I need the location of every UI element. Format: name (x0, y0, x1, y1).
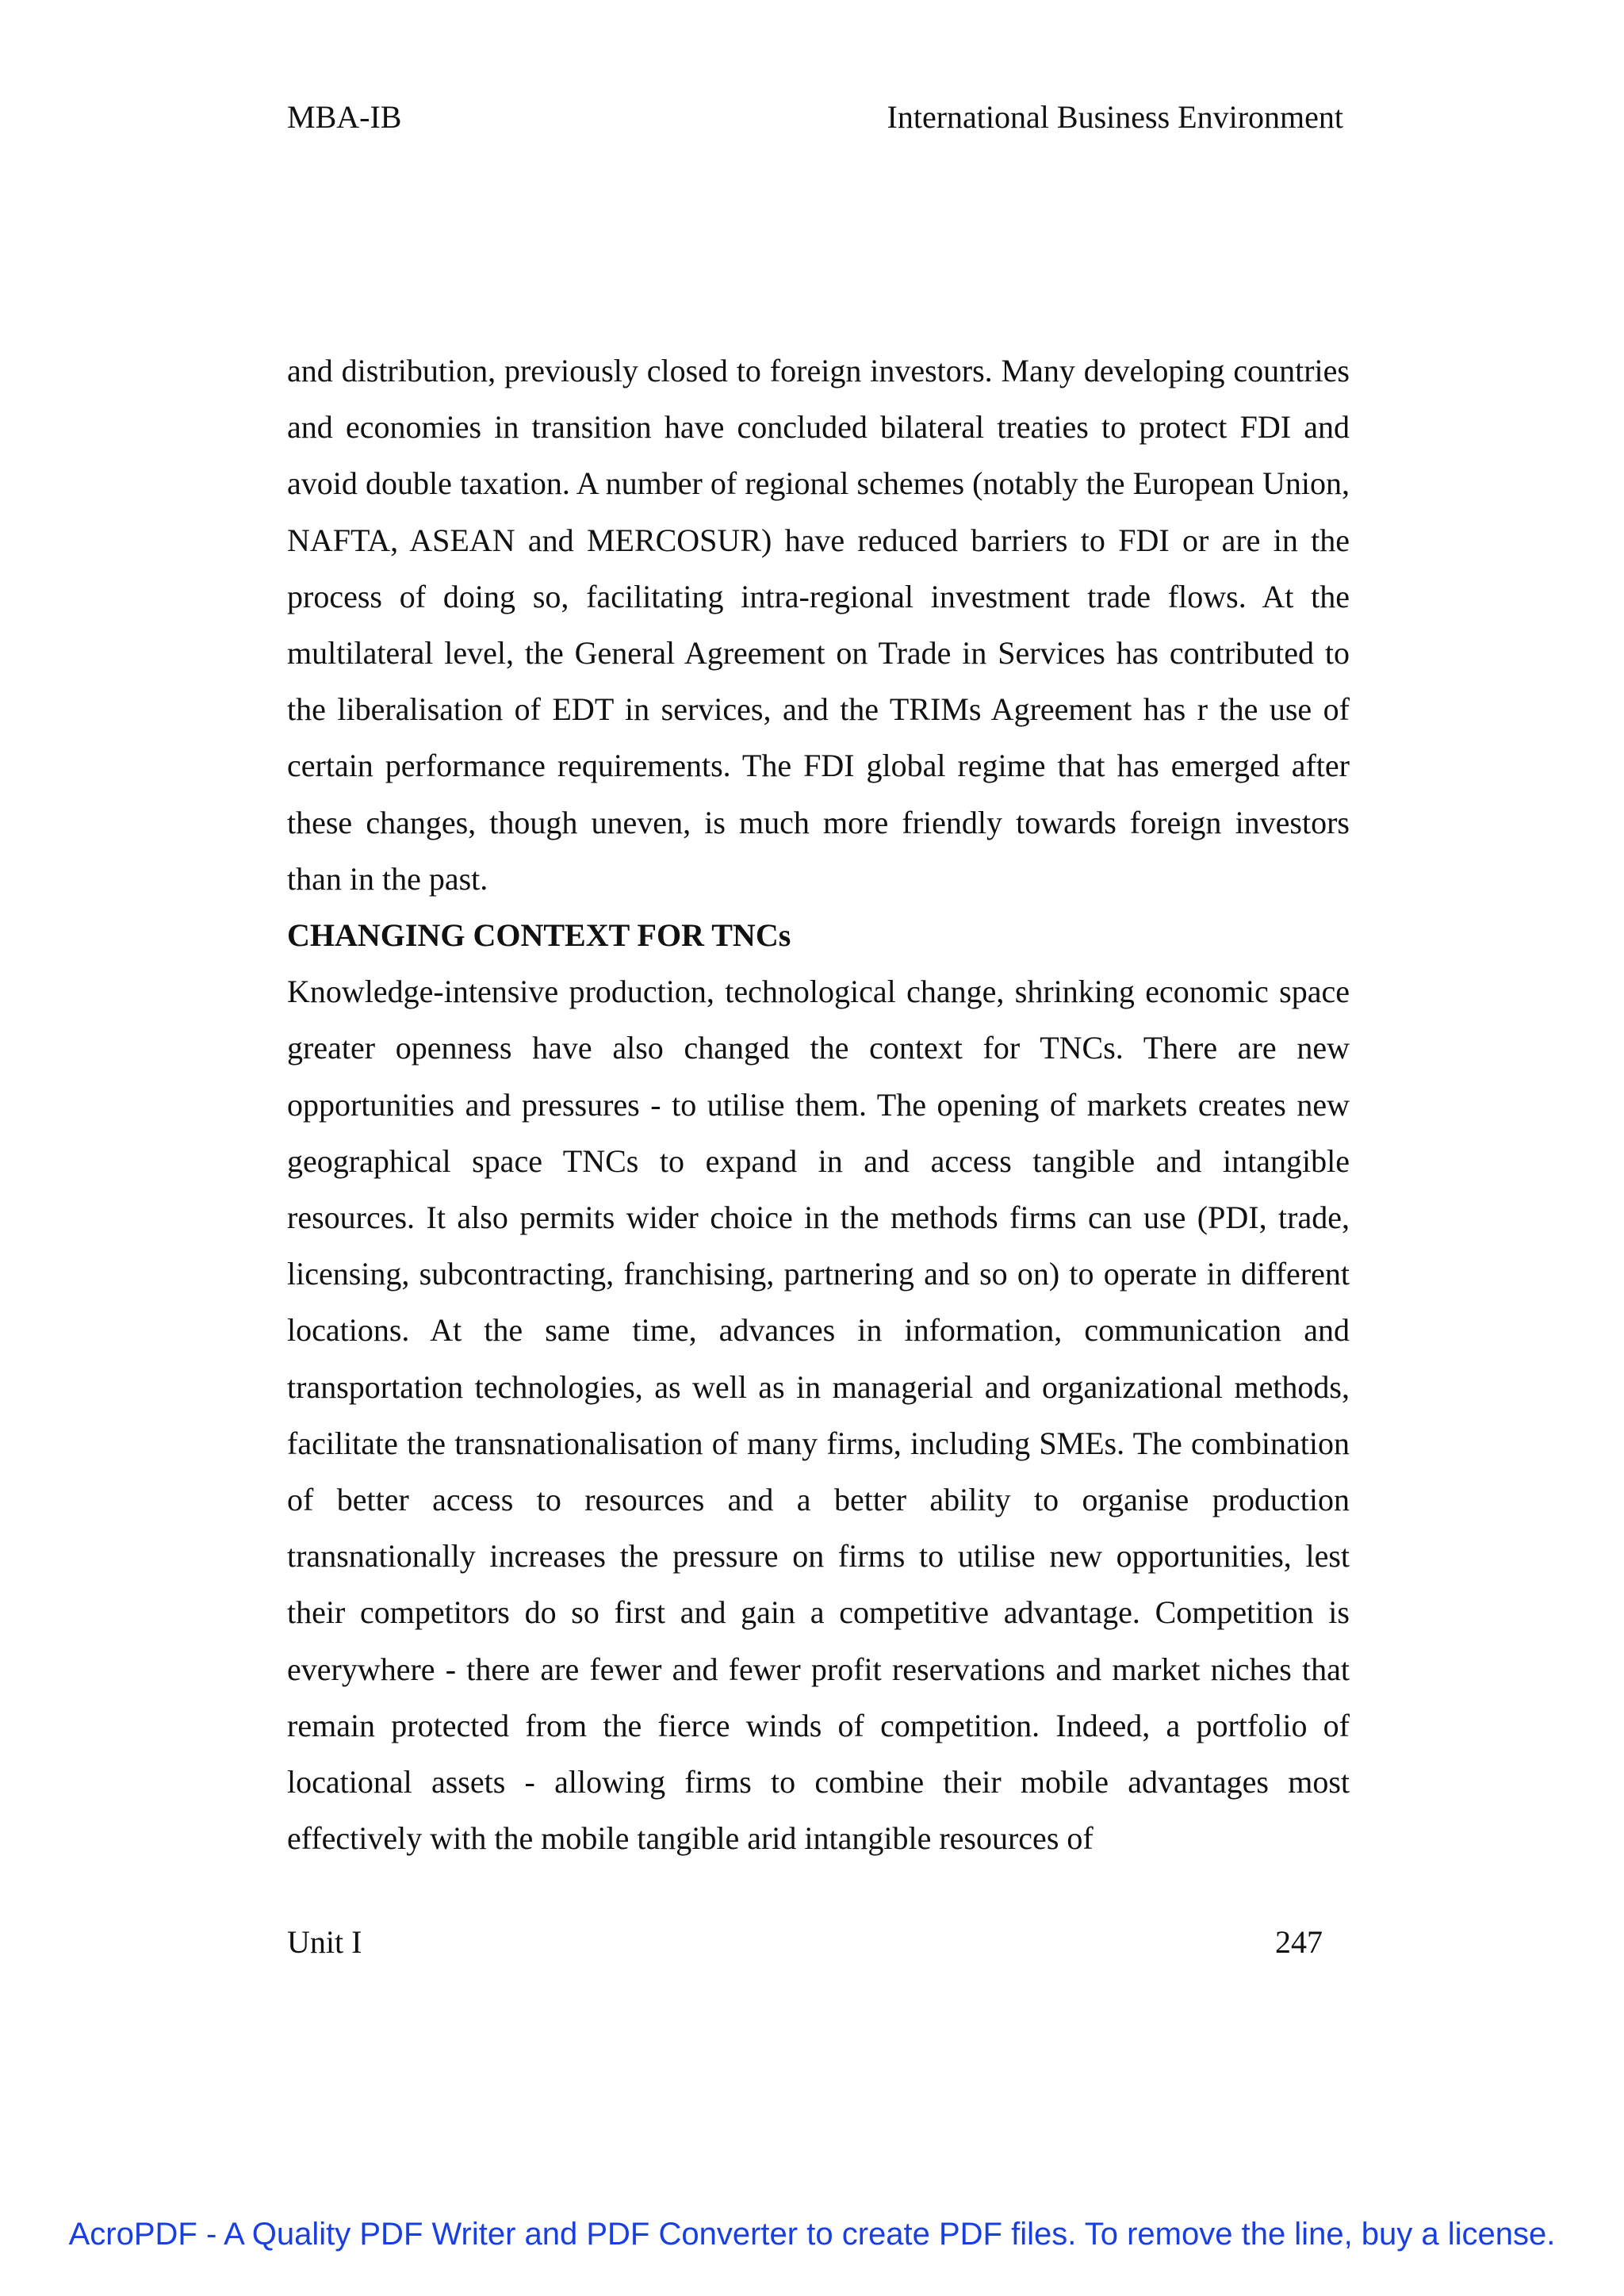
page-footer (287, 1919, 1323, 1966)
acropdf-watermark-link[interactable]: AcroPDF - A Quality PDF Writer and PDF Converter to create PDF files. To remove the line, buy a license. (68, 2217, 1556, 2252)
page-header (287, 94, 1343, 141)
page-body (287, 342, 1350, 1866)
section-heading: CHANGING CONTEXT FOR TNCs (287, 917, 791, 954)
body-paragraph: Knowledge-intensive production, technological change, shrinking economic space greater openness have also changed the context for TNCs. There are new opportunities and pressures - to utilise them. The opening of markets creates new geographical space TNCs to expand in and access tangible and intangible resources. It also permits wider choice in the methods firms can use (PDI, trade, licensing, subcontracting, franchising, partnering and so on) to operate in different locations. At the same time, advances in information, communication and transportation technologies, as well as in managerial and organizational methods, facilitate the transnationalisation of many firms, including SMEs. The combination of better access to resources and a better ability to organise production transnationally increases the pressure on firms to utilise new opportunities, lest their competitors do so first and gain a competitive advantage. Competition is everywhere - there are fewer and fewer profit reservations and market niches that remain protected from the fierce winds of competition. Indeed, a portfolio of locational assets - allowing firms to combine their mobile advantages most effectively with the mobile tangible arid intangible resources of (287, 974, 1350, 1857)
footer-unit-label: Unit I (287, 1924, 362, 1960)
page-number: 247 (1275, 1924, 1323, 1960)
body-paragraph: and distribution, previously closed to foreign investors. Many developing countries and economies in transition have concluded bilateral treaties to protect FDI and avoid double taxation. A number of regional schemes (notably the European Union, NAFTA, ASEAN and MERCOSUR) have reduced barriers to FDI or are in the process of doing so, facilitating intra-regional investment trade flows. At the multilateral level, the General Agreement on Trade in Services has contributed to the liberalisation of EDT in services, and the TRIMs Agreement has r the use of certain performance requirements. The FDI global regime that has emerged after these changes, though uneven, is much more friendly towards foreign investors than in the past. (287, 353, 1350, 897)
header-subject-title: International Business Environment (887, 99, 1343, 135)
header-course-label: MBA-IB (287, 99, 402, 135)
